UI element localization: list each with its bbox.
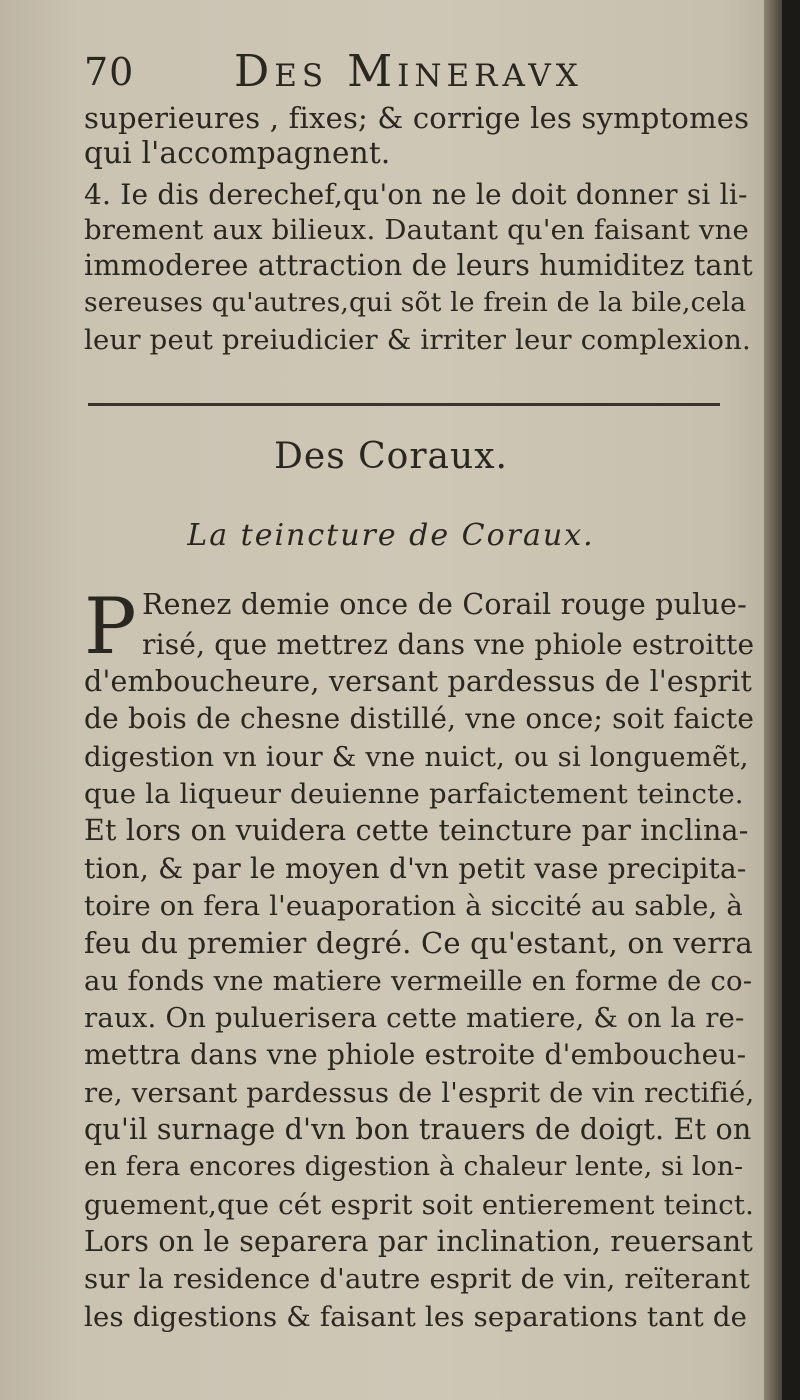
text-line: sereuses qu'autres,qui sõt le frein de la bile,cela — [84, 287, 747, 318]
text-line: guement,que cét esprit soit entierement teinct. — [84, 1189, 755, 1221]
text-line: qu'il surnage d'vn bon trauers de doigt. Et on — [84, 1113, 752, 1146]
text-line: de bois de chesne distillé, vne once; soit faicte — [84, 702, 755, 735]
text-line: Renez demie once de Corail rouge pulue- — [142, 588, 747, 621]
page-number: 70 — [84, 50, 135, 94]
drop-cap: P — [84, 582, 137, 672]
text-line: brement aux bilieux. Dautant qu'en faisant vne — [84, 214, 750, 246]
text-line: en fera encores digestion à chaleur lente, si lon- — [84, 1151, 744, 1182]
page-edge-shadow — [764, 0, 782, 1400]
text-line: qui l'accompagnent. — [84, 136, 391, 170]
text-line: mettra dans vne phiole estroite d'emboucheu- — [84, 1038, 747, 1071]
text-line: risé, que mettrez dans vne phiole estroitte — [142, 628, 755, 661]
text-line: feu du premier degré. Ce qu'estant, on verra — [84, 926, 753, 960]
text-line: toire on fera l'euaporation à siccité au sable, à — [84, 890, 744, 922]
text-line: Lors on le separera par inclination, reuersant — [84, 1225, 753, 1258]
text-line: les digestions & faisant les separations tant de — [84, 1301, 748, 1333]
text-line: digestion vn iour & vne nuict, ou si longuemẽt, — [84, 741, 749, 773]
section-title: Des Coraux. — [274, 436, 508, 477]
text-line: tion, & par le moyen d'vn petit vase precipita- — [84, 852, 747, 885]
text-line: 4. Ie dis derechef,qu'on ne le doit donner si li- — [84, 178, 748, 211]
text-line: immoderee attraction de leurs humiditez tant — [84, 249, 753, 282]
text-line: re, versant pardessus de l'esprit de vin rectifié, — [84, 1077, 755, 1109]
text-line: sur la residence d'autre esprit de vin, reïterant — [84, 1263, 750, 1295]
section-divider — [88, 403, 720, 406]
text-line: Et lors on vuidera cette teincture par inclina- — [84, 814, 749, 847]
section-subtitle: La teincture de Coraux. — [187, 518, 595, 553]
running-title: Des Mineravx — [234, 46, 583, 97]
text-line: leur peut preiudicier & irriter leur complexion. — [84, 324, 751, 356]
text-line: superieures , fixes; & corrige les symptomes — [84, 101, 750, 135]
text-line: d'emboucheure, versant pardessus de l'esprit — [84, 665, 753, 698]
text-line: raux. On puluerisera cette matiere, & on la re- — [84, 1002, 745, 1034]
page-header — [84, 46, 744, 96]
text-line: que la liqueur deuienne parfaictement teincte. — [84, 778, 744, 810]
text-line: au fonds vne matiere vermeille en forme de co- — [84, 965, 753, 997]
